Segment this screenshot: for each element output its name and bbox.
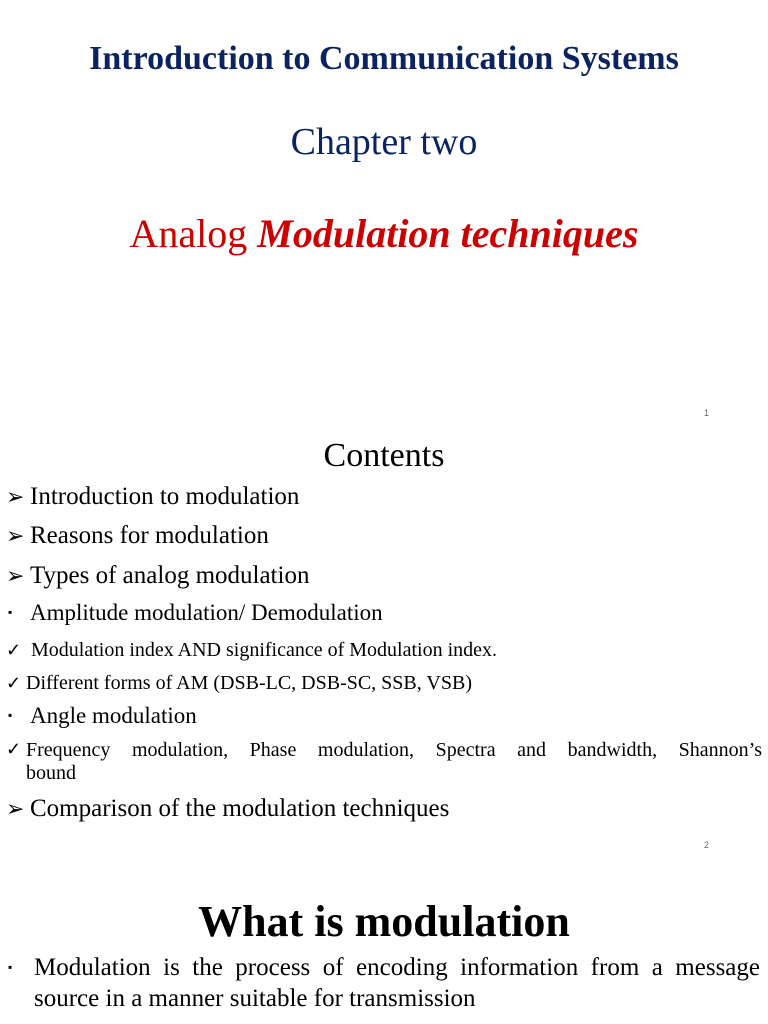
slide-3: [0, 858, 768, 1024]
page-number: 1: [704, 408, 710, 418]
list-item: ▪ Amplitude modulation/ Demodulation: [8, 600, 383, 625]
arrow-bullet-icon: ➢: [6, 796, 25, 821]
arrow-bullet-icon: ➢: [6, 563, 25, 588]
slide-1: [0, 0, 768, 425]
list-item: ✓ Different forms of AM (DSB-LC, DSB-SC, SSB, VSB): [6, 672, 472, 694]
list-item: ➢ Types of analog modulation: [6, 562, 310, 589]
list-item: ➢ Reasons for modulation: [6, 522, 269, 549]
contents-heading: Contents: [323, 437, 445, 474]
page-number: 2: [704, 840, 710, 850]
checkmark-bullet-icon: ✓: [6, 673, 22, 693]
list-item: ▪ Angle modulation: [8, 703, 197, 728]
subtitle-emphasis: Modulation techniques: [257, 211, 639, 256]
paragraph: [8, 952, 760, 1014]
chapter-subtitle: [0, 210, 768, 257]
list-item-line: bound: [26, 762, 76, 784]
course-title: Introduction to Communication Systems: [89, 40, 679, 77]
square-bullet-icon: ▪: [8, 960, 13, 974]
list-item: ➢ Comparison of the modulation techniques: [6, 795, 450, 822]
list-item: ➢ Introduction to modulation: [6, 483, 300, 510]
subtitle-plain: Analog: [129, 211, 258, 256]
chapter-title: Chapter two: [290, 121, 478, 163]
arrow-bullet-icon: ➢: [6, 484, 25, 509]
paragraph-text: Modulation is the process of encoding information from a message source in a manner suitable for transmission: [34, 954, 760, 1012]
square-bullet-icon: ▪: [8, 605, 13, 619]
checkmark-bullet-icon: ✓: [6, 739, 22, 759]
list-item: ✓ Modulation index AND significance of Modulation index.: [6, 639, 498, 661]
slide-2: [0, 425, 768, 858]
checkmark-bullet-icon: ✓: [6, 640, 22, 660]
arrow-bullet-icon: ➢: [6, 523, 25, 548]
section-heading: What is modulation: [198, 897, 570, 946]
list-item-line: Frequency modulation, Phase modulation, Spectra and bandwidth, Shannon’s: [26, 739, 762, 761]
square-bullet-icon: ▪: [8, 708, 13, 722]
